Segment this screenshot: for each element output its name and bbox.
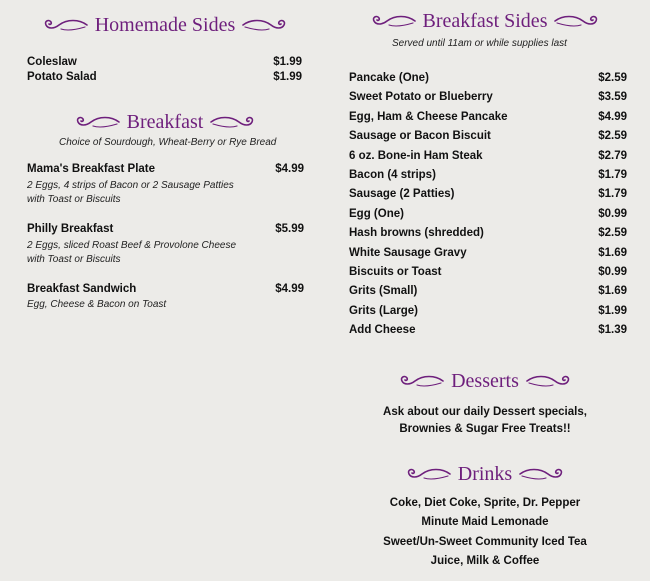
breakfast-side-price: $1.39 <box>598 324 627 336</box>
breakfast-sides-note: Served until 11am or while supplies last <box>392 38 567 49</box>
breakfast-side-price: $2.79 <box>598 150 627 162</box>
breakfast-side-item: Sausage (2 Patties) <box>349 188 455 200</box>
flourish-swirl-icon <box>209 113 257 131</box>
desserts-title: Desserts <box>451 369 519 392</box>
breakfast-side-price: $3.59 <box>598 91 627 103</box>
breakfast-title: Breakfast <box>126 110 204 133</box>
breakfast-side-item: Add Cheese <box>349 324 416 336</box>
homemade-sides-heading <box>30 12 300 38</box>
breakfast-bread-note: Choice of Sourdough, Wheat-Berry or Rye Bread <box>59 137 277 148</box>
breakfast-side-price: $1.99 <box>598 305 627 317</box>
menu-item-mamas-breakfast-plate: Mama's Breakfast Plate <box>27 163 156 175</box>
drinks-heading <box>360 461 610 487</box>
flourish-swirl-icon <box>41 16 89 34</box>
menu-item-description: 2 Eggs, 4 strips of Bacon or 2 Sausage Patties <box>27 180 234 191</box>
breakfast-side-price: $2.59 <box>598 72 627 84</box>
menu-item-description: with Toast or Biscuits <box>27 254 121 265</box>
menu-item-description: Egg, Cheese & Bacon on Toast <box>27 299 167 310</box>
breakfast-side-price: $0.99 <box>598 266 627 278</box>
drinks-text: Juice, Milk & Coffee <box>430 555 540 567</box>
desserts-text: Ask about our daily Dessert specials, <box>383 406 587 418</box>
flourish-swirl-icon <box>518 465 566 483</box>
menu-item-breakfast-sandwich: Breakfast Sandwich <box>27 283 137 295</box>
breakfast-side-item: Sausage or Bacon Biscuit <box>349 130 491 142</box>
flourish-swirl-icon <box>369 12 417 30</box>
breakfast-side-item: Grits (Small) <box>349 285 418 297</box>
menu-item-potato-salad: Potato Salad <box>27 71 97 83</box>
breakfast-side-price: $1.79 <box>598 188 627 200</box>
menu-price: $4.99 <box>275 163 304 175</box>
flourish-swirl-icon <box>553 12 601 30</box>
breakfast-side-item: Sweet Potato or Blueberry <box>349 91 493 103</box>
homemade-sides-title: Homemade Sides <box>94 13 236 36</box>
breakfast-side-item: Grits (Large) <box>349 305 419 317</box>
breakfast-side-price: $2.59 <box>598 227 627 239</box>
flourish-swirl-icon <box>73 113 121 131</box>
breakfast-side-item: Egg (One) <box>349 208 404 220</box>
breakfast-side-price: $1.79 <box>598 169 627 181</box>
breakfast-sides-title: Breakfast Sides <box>422 9 548 32</box>
breakfast-side-item: 6 oz. Bone-in Ham Steak <box>349 150 483 162</box>
drinks-text: Minute Maid Lemonade <box>421 516 549 528</box>
menu-item-description: with Toast or Biscuits <box>27 194 121 205</box>
breakfast-heading <box>30 109 300 135</box>
desserts-heading <box>360 368 610 394</box>
menu-item-philly-breakfast: Philly Breakfast <box>27 223 114 235</box>
breakfast-side-item: Bacon (4 strips) <box>349 169 436 181</box>
menu-price: $1.99 <box>273 56 302 68</box>
flourish-swirl-icon <box>241 16 289 34</box>
breakfast-side-price: $1.69 <box>598 285 627 297</box>
breakfast-side-item: White Sausage Gravy <box>349 247 467 259</box>
breakfast-side-item: Hash browns (shredded) <box>349 227 484 239</box>
menu-price: $5.99 <box>275 223 304 235</box>
menu-price: $1.99 <box>273 71 302 83</box>
breakfast-sides-heading <box>340 8 630 34</box>
drinks-text: Sweet/Un-Sweet Community Iced Tea <box>383 536 587 548</box>
breakfast-side-item: Biscuits or Toast <box>349 266 442 278</box>
breakfast-side-price: $4.99 <box>598 111 627 123</box>
breakfast-side-item: Pancake (One) <box>349 72 429 84</box>
drinks-text: Coke, Diet Coke, Sprite, Dr. Pepper <box>389 497 581 509</box>
desserts-text: Brownies & Sugar Free Treats!! <box>399 423 571 435</box>
flourish-swirl-icon <box>525 372 573 390</box>
menu-price: $4.99 <box>275 283 304 295</box>
breakfast-side-price: $2.59 <box>598 130 627 142</box>
breakfast-side-price: $1.69 <box>598 247 627 259</box>
flourish-swirl-icon <box>397 372 445 390</box>
breakfast-side-price: $0.99 <box>598 208 627 220</box>
drinks-title: Drinks <box>457 462 513 485</box>
menu-item-description: 2 Eggs, sliced Roast Beef & Provolone Cheese <box>27 240 237 251</box>
menu-item-coleslaw: Coleslaw <box>27 56 77 68</box>
breakfast-side-item: Egg, Ham & Cheese Pancake <box>349 111 508 123</box>
flourish-swirl-icon <box>404 465 452 483</box>
